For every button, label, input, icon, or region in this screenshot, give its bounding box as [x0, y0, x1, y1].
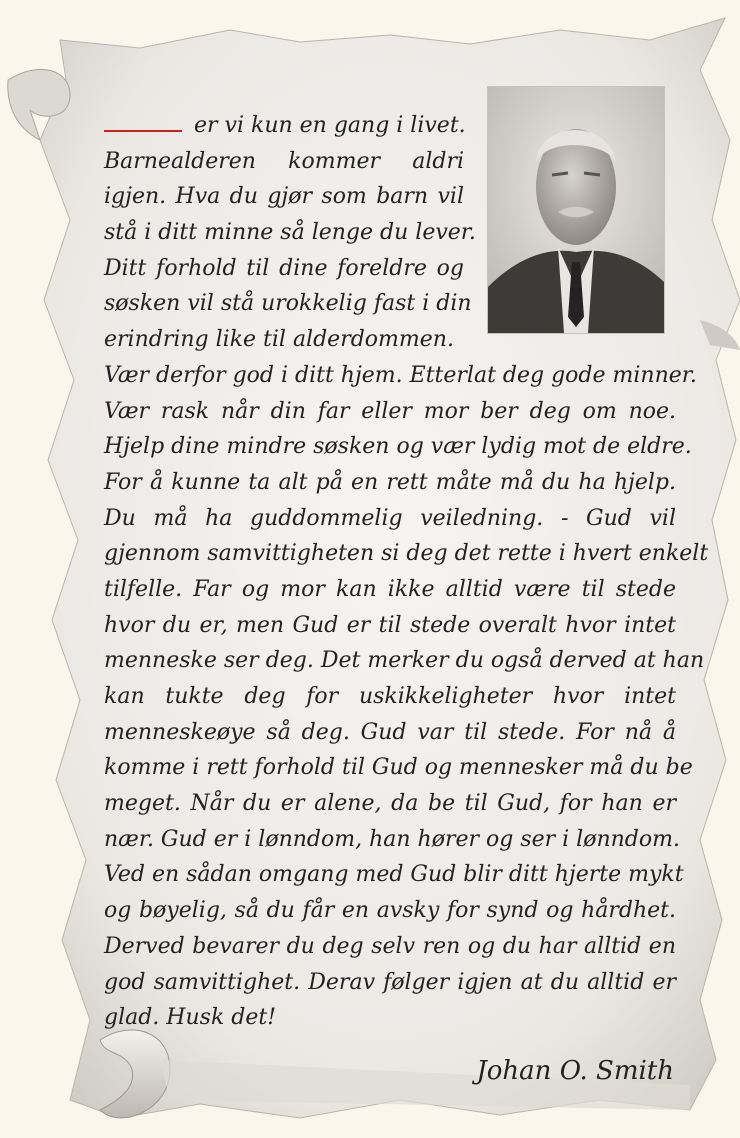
text-line: gjennom samvittigheten si deg det rette i hvert enkelt	[104, 541, 709, 567]
text-line: Derved bevarer du deg selv ren og du har alltid en	[104, 933, 676, 959]
text-line: god samvittighet. Derav følger igjen at du alltid er	[104, 969, 676, 995]
text-line: er vi kun en gang i livet.	[104, 108, 464, 144]
signature: Johan O. Smith	[476, 1056, 674, 1086]
text-line: erindring like til alderdommen.	[104, 327, 454, 353]
text-line: stå i ditt minne så lenge du lever.	[104, 220, 476, 246]
text-line: meget. Når du er alene, da be til Gud, for han er	[104, 791, 676, 817]
text-line: søsken vil stå urokkelig fast i din	[104, 291, 472, 317]
text-line: igjen. Hva du gjør som barn vil	[104, 184, 464, 210]
text-line: hvor du er, men Gud er til stede overalt hvor intet	[104, 612, 676, 638]
text-line: og bøyelig, så du får en avsky for synd og hårdhet.	[104, 898, 676, 924]
text-line: Barnealderen kommer aldri	[104, 148, 464, 174]
text-line: Vær derfor god i ditt hjem. Etterlat deg gode minner.	[104, 362, 697, 388]
text-line: Vær rask når din far eller mor ber deg om noe.	[104, 398, 676, 424]
text-line: komme i rett forhold til Gud og mennesker må du be	[104, 755, 693, 781]
text-line: glad. Husk det!	[104, 1005, 277, 1031]
text-line: nær. Gud er i lønndom, han hører og ser i lønndom.	[104, 826, 680, 852]
text-line: menneske ser deg. Det merker du også derved at han	[104, 648, 705, 674]
text-line: menneskeøye så deg. Gud var til stede. For nå å	[104, 719, 676, 745]
text-line: kan tukte deg for uskikkeligheter hvor intet	[104, 684, 676, 709]
red-underline-mark	[104, 116, 182, 132]
text-line: Du må ha guddommelig veiledning. - Gud vil	[104, 505, 676, 531]
text-line: For å kunne ta alt på en rett måte må du ha hjelp.	[104, 469, 676, 495]
text-line: tilfelle. Far og mor kan ikke alltid være til stede	[104, 576, 676, 602]
text-line: Ditt forhold til dine foreldre og	[104, 255, 464, 281]
text-line: Hjelp dine mindre søsken og vær lydig mot de eldre.	[104, 434, 692, 460]
letter-body	[104, 108, 709, 1036]
text-line: Ved en sådan omgang med Gud blir ditt hjerte mykt	[104, 862, 684, 888]
